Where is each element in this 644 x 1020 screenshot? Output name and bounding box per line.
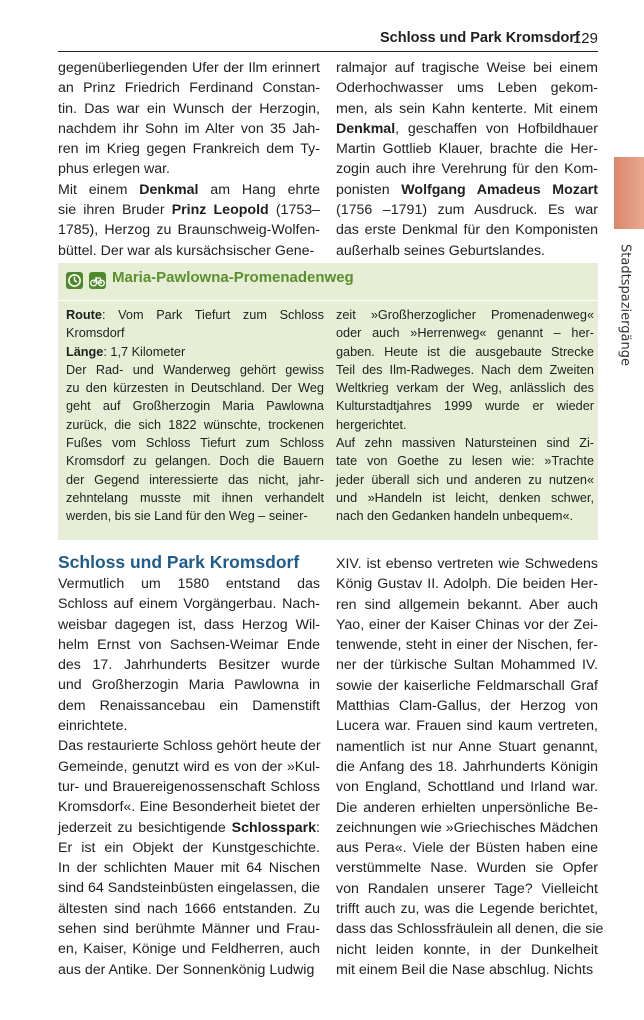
text-line: Matthias Clam-Gallus, der Herzog von bbox=[336, 698, 598, 715]
text-line: en, Kaiser, Könige und Feldherren, auch bbox=[58, 941, 320, 958]
text-line: tate von Goethe zu lesen wie: »Trachte bbox=[336, 454, 594, 469]
text-line: von Randalen unserer Tage? Vielleicht bbox=[336, 880, 598, 897]
text-line: Vermutlich um 1580 entstand das bbox=[58, 576, 320, 592]
top-left-column bbox=[58, 58, 320, 261]
text-line: ältesten sind nach 1666 entstanden. Zu bbox=[58, 900, 320, 917]
text-line: ren sind allgemein bekannt. Aber auch bbox=[336, 596, 598, 613]
text-line: namentlich ist nur Anne Stuart genannt, bbox=[336, 738, 598, 755]
text-line: zu den kürzesten in Deutschland. Der Weg bbox=[66, 381, 324, 396]
route-box-right-column bbox=[336, 306, 594, 526]
text-line: zurück, die sich 1822 wünschte, trockenen bbox=[66, 417, 324, 432]
text-line: Denkmal, geschaffen von Hofbildhauer bbox=[336, 120, 598, 137]
text-line: büttel. Der war als kursächsischer Gene- bbox=[58, 242, 315, 259]
text-line: phus erlegen war. bbox=[58, 161, 170, 178]
text-line: Weltkrieg verkam der Weg, anlässlich des bbox=[336, 381, 594, 396]
text-line: König Gustav II. Adolph. Die beiden Her- bbox=[336, 576, 598, 593]
text-line: ralmajor auf tragische Weise bei einem bbox=[336, 60, 598, 76]
text-line: sehen sind berühmte Männer und Frau- bbox=[58, 921, 320, 938]
text-line: Die anderen erhielten unpersönliche Be- bbox=[336, 799, 598, 816]
text-line: Fußes vom Schloss Tiefurt zum Schloss bbox=[66, 436, 324, 451]
text-line: ner der türkische Sultan Mohammed IV. bbox=[336, 657, 598, 674]
text-line: nicht leiden konnte, in der Dunkelheit bbox=[336, 941, 598, 958]
text-line: aus Pera«. Viele der Büsten haben eine bbox=[336, 840, 598, 857]
text-line: des 17. Jahrhunderts Besitzer wurde bbox=[58, 657, 320, 674]
text-line: Teil des Ilm-Radweges. Nach dem Zweiten bbox=[336, 362, 594, 377]
chapter-thumb-tab bbox=[614, 157, 644, 229]
clock-icon bbox=[66, 272, 83, 289]
text-line: Länge: 1,7 Kilometer bbox=[66, 344, 186, 359]
text-line: Mit einem Denkmal am Hang ehrte bbox=[58, 181, 321, 198]
text-line: sowie der kaiserliche Feldmarschall Graf bbox=[336, 677, 598, 694]
text-line: zogin auch ihre Verehrung für den Kom- bbox=[336, 161, 598, 178]
text-line: gaben. Heute ist die ausgebaute Strecke bbox=[336, 344, 594, 359]
text-line: Route: Vom Park Tiefurt zum Schloss bbox=[66, 308, 324, 322]
text-line: zeit »Großherzoglicher Promenadenweg« bbox=[336, 308, 594, 322]
text-line: Kromsdorf bbox=[66, 326, 125, 341]
text-line: dem Renaissancebau ein Damenstift bbox=[58, 697, 320, 714]
text-line: (1756 –1791) zum Ausdruck. Es war bbox=[336, 202, 598, 219]
text-line: der Gegend interessierte das nicht, jahr- bbox=[66, 472, 324, 487]
text-line: ren im Krieg gegen Frankreich dem Ty- bbox=[58, 141, 320, 158]
text-line: ponisten Wolfgang Amadeus Mozart bbox=[336, 181, 598, 198]
text-line: und Großherzogin Maria Pawlowna in bbox=[58, 677, 320, 694]
route-box-left-column bbox=[66, 306, 324, 526]
text-line: mit einem Beil die Nase abschlug. Nichts bbox=[336, 961, 594, 978]
text-line: trifft auch zu, was die Legende berichtet, bbox=[336, 901, 598, 918]
text-line: werden, bis sie Land für den Weg – seiner- bbox=[66, 509, 308, 524]
text-line: gegenüberliegenden Ufer der Ilm erinnert bbox=[58, 60, 320, 76]
text-line: Gemeinde, genutzt wird es von der »Kul- bbox=[58, 758, 320, 775]
text-line: nach den Gedanken handeln unbequem«. bbox=[336, 509, 574, 524]
text-line: tenwende, steht in einer der Nischen, fer- bbox=[336, 637, 598, 654]
text-line: außerhalb seines Geburtslandes. bbox=[336, 242, 545, 259]
text-line: an Prinz Friedrich Ferdinand Constan- bbox=[58, 80, 320, 97]
text-line: jeder überall sich und anderen zu nutzen« bbox=[336, 472, 594, 487]
text-line: Der Rad- und Wanderweg gehört gewiss bbox=[66, 362, 324, 377]
text-line: sind 64 Sandsteinbüsten eingelassen, die bbox=[58, 880, 320, 897]
text-line: XIV. ist ebenso vertreten wie Schwedens bbox=[336, 556, 598, 572]
text-line: von England, Schottland und Irland war. bbox=[336, 779, 598, 796]
text-line: geht auf Großherzogin Maria Pawlowna bbox=[66, 399, 324, 414]
text-line: einrichtete. bbox=[58, 718, 128, 735]
section-right-column bbox=[336, 554, 604, 980]
section-left-column bbox=[58, 574, 320, 980]
text-line: zehntelang musste mit ihnen verhandelt bbox=[66, 490, 324, 505]
text-line: Auf zehn massiven Natursteinen sind Zi- bbox=[336, 436, 594, 451]
text-line: Lucera war. Frauen sind kaum vertreten, bbox=[336, 718, 598, 735]
text-line: Martin Gottlieb Klauer, brachte die Her- bbox=[336, 141, 598, 158]
text-line: dass das Schlossfräulein all denen, die sie bbox=[336, 921, 604, 938]
text-line: die Anfang des 18. Jahrhunderts Königin bbox=[336, 758, 598, 775]
text-line: hergerichtet. bbox=[336, 417, 407, 432]
text-line: oder auch »Herrenweg« genannt – her- bbox=[336, 326, 594, 341]
text-line: Kromsdorf«. Eine Besonderheit bietet der bbox=[58, 799, 320, 816]
text-line: tur- und Brauereigenossenschaft Schloss bbox=[58, 778, 320, 795]
text-line: Oderhochwasser ums Leben gekom- bbox=[336, 80, 598, 97]
text-line: Kulturstadtjahres 1999 wurde er wieder bbox=[336, 399, 594, 414]
header-rule bbox=[58, 51, 598, 52]
text-line: helm Ernst von Sachsen-Weimar Ende bbox=[58, 636, 320, 653]
page-number: 129 bbox=[572, 30, 598, 47]
text-line: weisbar dagegen ist, dass Herzog Wil- bbox=[58, 616, 320, 633]
text-line: Kromsdorf zu gelangen. Doch die Bauern bbox=[66, 454, 324, 469]
text-line: 1785), Herzog zu Braunschweig-Wolfen- bbox=[58, 222, 320, 239]
route-box-title: Maria-Pawlowna-Promenadenweg bbox=[112, 269, 354, 286]
text-line: Er ist ein Objekt der Kunstgeschichte. bbox=[58, 839, 320, 856]
text-line: In der schlichten Mauer mit 64 Nischen bbox=[58, 860, 320, 877]
text-line: Yao, einer der Kaiser Chinas vor der Zei- bbox=[336, 616, 598, 633]
route-box-divider bbox=[58, 300, 598, 301]
text-line: verstümmelte Nase. Wurden sie Opfer bbox=[336, 860, 598, 877]
text-line: nachdem ihr Sohn im Alter von 35 Jah- bbox=[58, 120, 320, 137]
text-line: tin. Das war ein Wunsch der Herzogin, bbox=[58, 100, 320, 117]
running-header-title: Schloss und Park Kromsdorf bbox=[380, 30, 580, 46]
text-line: Das restaurierte Schloss gehört heute der bbox=[58, 738, 321, 755]
top-right-column bbox=[336, 58, 598, 261]
text-line: Schloss auf einem Vorgängerbau. Nach- bbox=[58, 596, 320, 613]
chapter-side-label: Stadtspaziergänge bbox=[617, 244, 633, 366]
text-line: aus der Antike. Der Sonnenkönig Ludwig bbox=[58, 961, 315, 978]
bicycle-icon bbox=[89, 272, 106, 289]
text-line: zeichnungen wie »Griechisches Mädchen bbox=[336, 819, 598, 836]
text-line: men, als sein Kahn kenterte. Mit einem bbox=[336, 100, 598, 117]
section-heading: Schloss und Park Kromsdorf bbox=[58, 552, 300, 572]
text-line: und »Handeln ist leicht, denken schwer, bbox=[336, 490, 594, 505]
text-line: das erste Denkmal für den Komponisten bbox=[336, 222, 598, 239]
text-line: jederzeit zu besichtigende Schlosspark: bbox=[58, 819, 320, 836]
text-line: sie ihren Bruder Prinz Leopold (1753– bbox=[58, 202, 321, 219]
